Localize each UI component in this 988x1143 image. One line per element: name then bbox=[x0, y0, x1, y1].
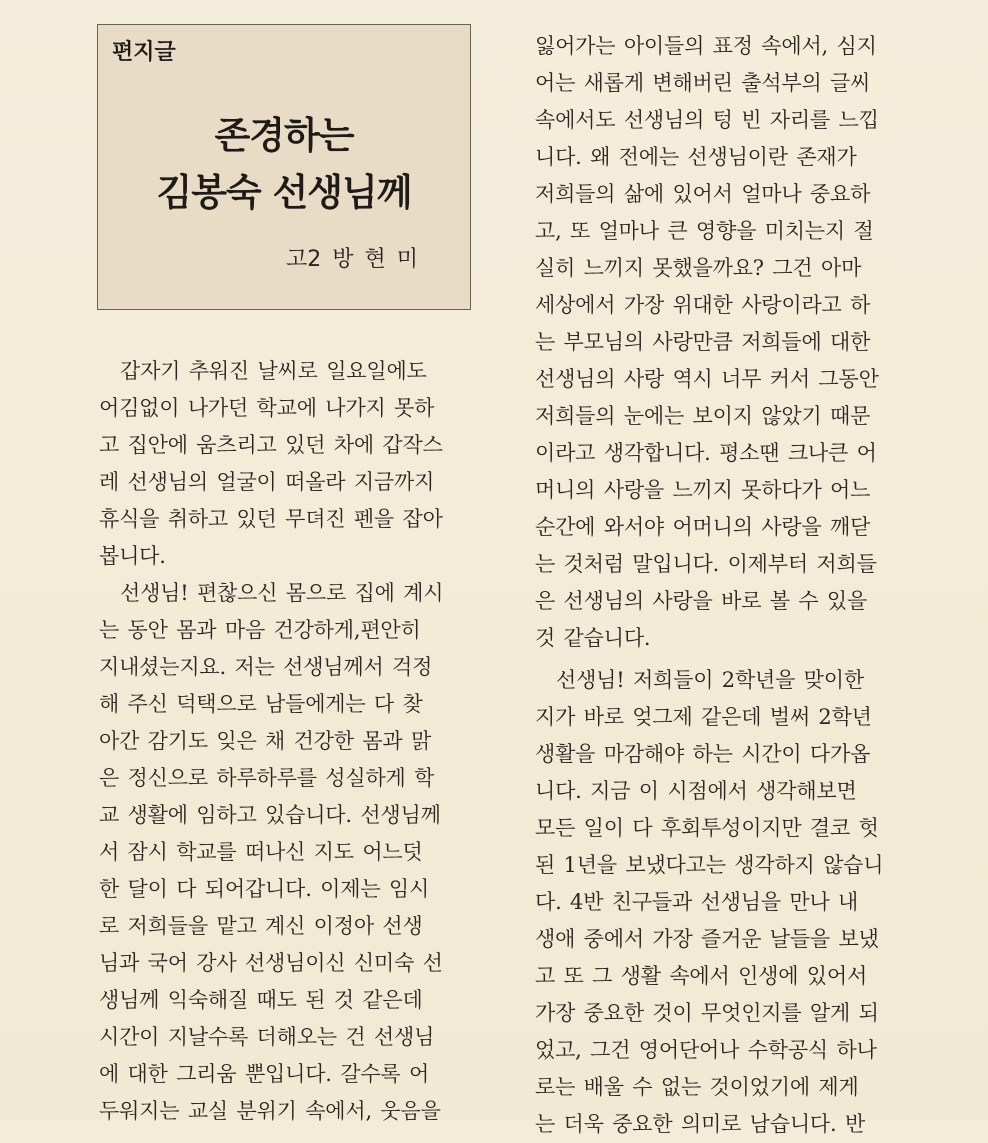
text-line: 지내셨는지요. 저는 선생님께서 걱정 bbox=[99, 655, 433, 679]
text-line: 머니의 사랑을 느끼지 못하다가 어느 bbox=[535, 478, 871, 502]
text-line: 생님께 익숙해질 때도 된 것 같은데 bbox=[99, 988, 423, 1012]
text-line: 이라고 생각합니다. 평소땐 크나큰 어 bbox=[535, 441, 877, 465]
author-byline: 고2 방 현 미 bbox=[286, 247, 418, 272]
text-line: 갑자기 추워진 날씨로 일요일에도 bbox=[120, 359, 427, 383]
text-line: 선생님의 사랑 역시 너무 커서 그동안 bbox=[535, 367, 879, 391]
text-line: 은 정신으로 하루하루를 성실하게 학 bbox=[99, 766, 435, 790]
text-line: 레 선생님의 얼굴이 떠올라 지금까지 bbox=[99, 470, 435, 494]
text-line: 두워지는 교실 분위기 속에서, 웃음을 bbox=[99, 1099, 441, 1123]
text-line: 것 같습니다. bbox=[535, 626, 651, 650]
text-line: 은 선생님의 사랑을 바로 볼 수 있을 bbox=[535, 589, 868, 613]
letter-title-line2: 김봉숙 선생님께 bbox=[156, 171, 412, 214]
text-line: 로는 배울 수 없는 것이었기에 제게 bbox=[535, 1075, 859, 1099]
text-line: 된 1년을 보냈다고는 생각하지 않습니 bbox=[535, 853, 884, 877]
text-line: 세상에서 가장 위대한 사랑이라고 하 bbox=[535, 293, 871, 317]
text-line: 지가 바로 엊그제 같은데 벌써 2학년 bbox=[535, 705, 872, 729]
text-line: 시간이 지날수록 더해오는 건 선생님 bbox=[99, 1025, 435, 1049]
text-line: 고 집안에 움츠리고 있던 차에 갑작스 bbox=[99, 433, 443, 457]
text-line: 선생님! 편찮으신 몸으로 집에 계시 bbox=[120, 581, 444, 605]
text-line: 봅니다. bbox=[99, 544, 166, 568]
text-line: 저희들의 눈에는 보이지 않았기 때문 bbox=[535, 404, 871, 428]
text-line: 는 부모님의 사랑만큼 저희들에 대한 bbox=[535, 330, 871, 354]
text-line: 님과 국어 강사 선생님이신 신미숙 선 bbox=[99, 951, 443, 975]
text-line: 아간 감기도 잊은 채 건강한 몸과 맑 bbox=[99, 729, 432, 753]
text-line: 는 동안 몸과 마음 건강하게,편안히 bbox=[99, 618, 421, 642]
text-line: 모든 일이 다 후회투성이지만 결코 헛 bbox=[535, 816, 879, 840]
text-line: 저희들의 삶에 있어서 얼마나 중요하 bbox=[535, 182, 871, 206]
text-line: 휴식을 취하고 있던 무뎌진 펜을 잡아 bbox=[99, 507, 443, 531]
text-line: 어는 새롭게 변해버린 출석부의 글씨 bbox=[535, 71, 871, 95]
text-line: 서 잠시 학교를 떠나신 지도 어느덧 bbox=[99, 840, 423, 864]
text-line: 는 더욱 중요한 의미로 남습니다. 반 bbox=[535, 1112, 866, 1136]
text-line: 한 달이 다 되어갑니다. 이제는 임시 bbox=[99, 877, 430, 901]
text-line: 속에서도 선생님의 텅 빈 자리를 느낍 bbox=[535, 108, 879, 132]
text-line: 순간에 와서야 어머니의 사랑을 깨닫 bbox=[535, 515, 871, 539]
text-line: 었고, 그건 영어단어나 수학공식 하나 bbox=[535, 1038, 877, 1062]
right-text-column bbox=[535, 28, 910, 1143]
section-label: 편지글 bbox=[112, 40, 176, 65]
text-line: 고, 또 얼마나 큰 영향을 미치는지 절 bbox=[535, 219, 874, 243]
text-line: 생애 중에서 가장 즐거운 날들을 보냈 bbox=[535, 927, 879, 951]
text-line: 는 것처럼 말입니다. 이제부터 저희들 bbox=[535, 552, 877, 576]
text-line: 어김없이 나가던 학교에 나가지 못하 bbox=[99, 396, 435, 420]
text-line: 니다. 왜 전에는 선생님이란 존재가 bbox=[535, 145, 857, 169]
text-line: 해 주신 덕택으로 남들에게는 다 찾 bbox=[99, 692, 423, 716]
text-line: 생활을 마감해야 하는 시간이 다가옵 bbox=[535, 742, 871, 766]
text-line: 에 대한 그리움 뿐입니다. 갈수록 어 bbox=[99, 1062, 430, 1086]
text-line: 선생님! 저희들이 2학년을 맞이한 bbox=[556, 668, 864, 692]
text-line: 로 저희들을 맡고 계신 이정아 선생 bbox=[99, 914, 423, 938]
left-text-column bbox=[99, 353, 475, 1130]
text-line: 다. 4반 친구들과 선생님을 만나 내 bbox=[535, 890, 859, 914]
text-line: 교 생활에 임하고 있습니다. 선생님께 bbox=[99, 803, 441, 827]
title-box bbox=[97, 24, 471, 310]
letter-title-line1: 존경하는 bbox=[214, 114, 354, 157]
text-line: 잃어가는 아이들의 표정 속에서, 심지 bbox=[535, 34, 877, 58]
text-line: 실히 느끼지 못했을까요? 그건 아마 bbox=[535, 256, 862, 280]
text-line: 니다. 지금 이 시점에서 생각해보면 bbox=[535, 779, 857, 803]
text-line: 고 또 그 생활 속에서 인생에 있어서 bbox=[535, 964, 868, 988]
text-line: 가장 중요한 것이 무엇인지를 알게 되 bbox=[535, 1001, 879, 1025]
